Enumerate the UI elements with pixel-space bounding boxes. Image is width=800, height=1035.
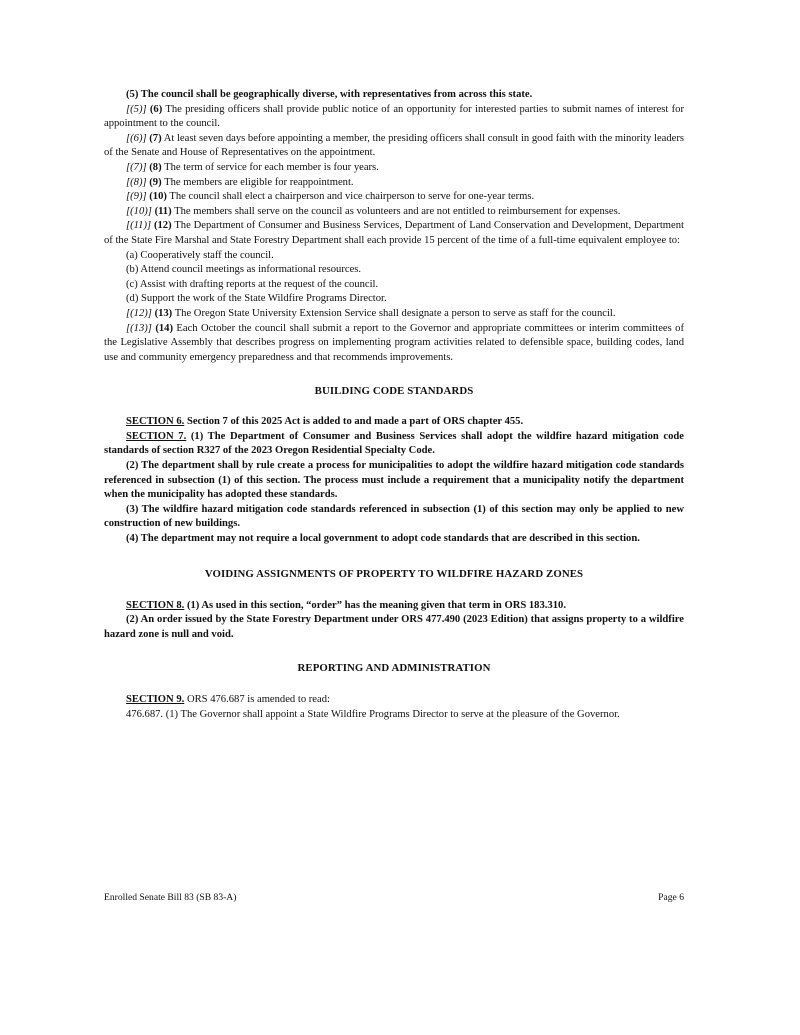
new-number: (13) [154, 307, 173, 319]
heading-voiding-assignments: VOIDING ASSIGNMENTS OF PROPERTY TO WILDFIRE HAZARD ZONES [204, 567, 584, 580]
subsection-8: [(7)] (8) The term of service for each member is four years. [126, 161, 379, 173]
section-label: SECTION 6. [126, 416, 185, 428]
new-number: (6) [149, 103, 163, 115]
section-7-subsection-3: (3) The wildfire hazard mitigation code standards referenced in subsection (1) of this section may only be applied to new construction of new buildings. [104, 503, 684, 530]
section-9: SECTION 9. ORS 476.687 is amended to read: [126, 694, 330, 706]
subsection-10: [(9)] (10) The council shall elect a chairperson and vice chairperson to serve for one-year terms. [126, 191, 535, 203]
deleted-number: [(13)] [126, 322, 152, 334]
section-7-subsection-4: (4) The department may not require a local government to adopt code standards that are described in this section. [126, 533, 640, 545]
section-label: SECTION 8. [126, 599, 185, 611]
heading-building-code-standards: BUILDING CODE STANDARDS [314, 385, 474, 398]
deleted-number: [(6)] [126, 132, 147, 144]
section-7: SECTION 7. (1) The Department of Consumer and Business Services shall adopt the wildfire hazard mitigation code standards of section R327 of the 2023 Oregon Residential Specialty Code. [104, 430, 685, 457]
paragraph-b: (b) Attend council meetings as informational resources. [126, 264, 362, 276]
subsection-11: [(10)] (11) The members shall serve on the council as volunteers and are not entitled to reimbursement for expenses. [126, 205, 621, 217]
subsection-14: [(13)] (14) Each October the council shall submit a report to the Governor and appropriate committees or interim committees of the Legislative Assembly that describes progress on implementing program activities related to defensible space, building codes, land use and community emergency preparedness and that recommends improvements. [104, 322, 684, 363]
footer-bill-name: Enrolled Senate Bill 83 (SB 83-A) [104, 892, 237, 903]
paragraph-c: (c) Assist with drafting reports at the request of the council. [126, 278, 379, 290]
section-label: SECTION 7. [126, 430, 187, 442]
ors-476-687-subsection-1: 476.687. (1) The Governor shall appoint a State Wildfire Programs Director to serve at the pleasure of the Governor. [126, 709, 620, 720]
new-number: (7) [149, 132, 162, 144]
new-number: (11) [154, 205, 172, 217]
deleted-number: [(11)] [126, 220, 152, 232]
section-label: SECTION 9. [126, 694, 185, 706]
subsection-12: [(11)] (12) The Department of Consumer and Business Services, Department of Land Conservation and Development, Department of the State Fire Marshal and State Forestry Department shall each provide 15 percent of the time of a full-time equivalent employee to: [104, 220, 684, 246]
deleted-number: [(5)] [126, 103, 147, 115]
heading-reporting-administration: REPORTING AND ADMINISTRATION [297, 662, 491, 675]
page-number: Page 6 [658, 892, 684, 903]
deleted-number: [(9)] [126, 191, 147, 203]
section-8-subsection-2: (2) An order issued by the State Forestry Department under ORS 477.490 (2023 Edition) that assigns property to a wildfire hazard zone is null and void. [104, 614, 684, 640]
paragraph-d: (d) Support the work of the State Wildfire Programs Director. [126, 293, 387, 305]
deleted-number: [(8)] [126, 176, 147, 188]
deleted-number: [(7)] [126, 161, 147, 173]
new-number: (10) [149, 191, 167, 203]
new-number: (14) [155, 322, 173, 334]
section-8: SECTION 8. (1) As used in this section, “order” has the meaning given that term in ORS 183.310. [126, 599, 566, 611]
new-number: (12) [153, 220, 172, 232]
paragraph-a: (a) Cooperatively staff the council. [126, 249, 274, 261]
deleted-number: [(12)] [126, 307, 152, 319]
section-7-subsection-2: (2) The department shall by rule create a process for municipalities to adopt the wildfire hazard mitigation code standards referenced in subsection (1) of this section. The process must include a requirement that a municipality notify the department when the municipality has adopted these standards. [104, 460, 684, 501]
subsection-13: [(12)] (13) The Oregon State University Extension Service shall designate a person to serve as staff for the council. [126, 307, 616, 319]
section-6: SECTION 6. Section 7 of this 2025 Act is added to and made a part of ORS chapter 455. [126, 416, 524, 428]
subsection-5: (5) The council shall be geographically diverse, with representatives from across this state. [126, 89, 533, 100]
subsection-6: [(5)] (6) The presiding officers shall provide public notice of an opportunity for interested parties to submit names of interest for appointment to the council. [104, 103, 684, 130]
deleted-number: [(10)] [126, 205, 152, 217]
new-number: (9) [149, 176, 162, 188]
subsection-9: [(8)] (9) The members are eligible for reappointment. [126, 176, 354, 188]
bill-page-body [104, 88, 684, 723]
new-number: (8) [149, 161, 162, 173]
subsection-7: [(6)] (7) At least seven days before appointing a member, the presiding officers shall consult in good faith with the minority leaders of the Senate and House of Representatives on the appointment. [104, 132, 684, 159]
